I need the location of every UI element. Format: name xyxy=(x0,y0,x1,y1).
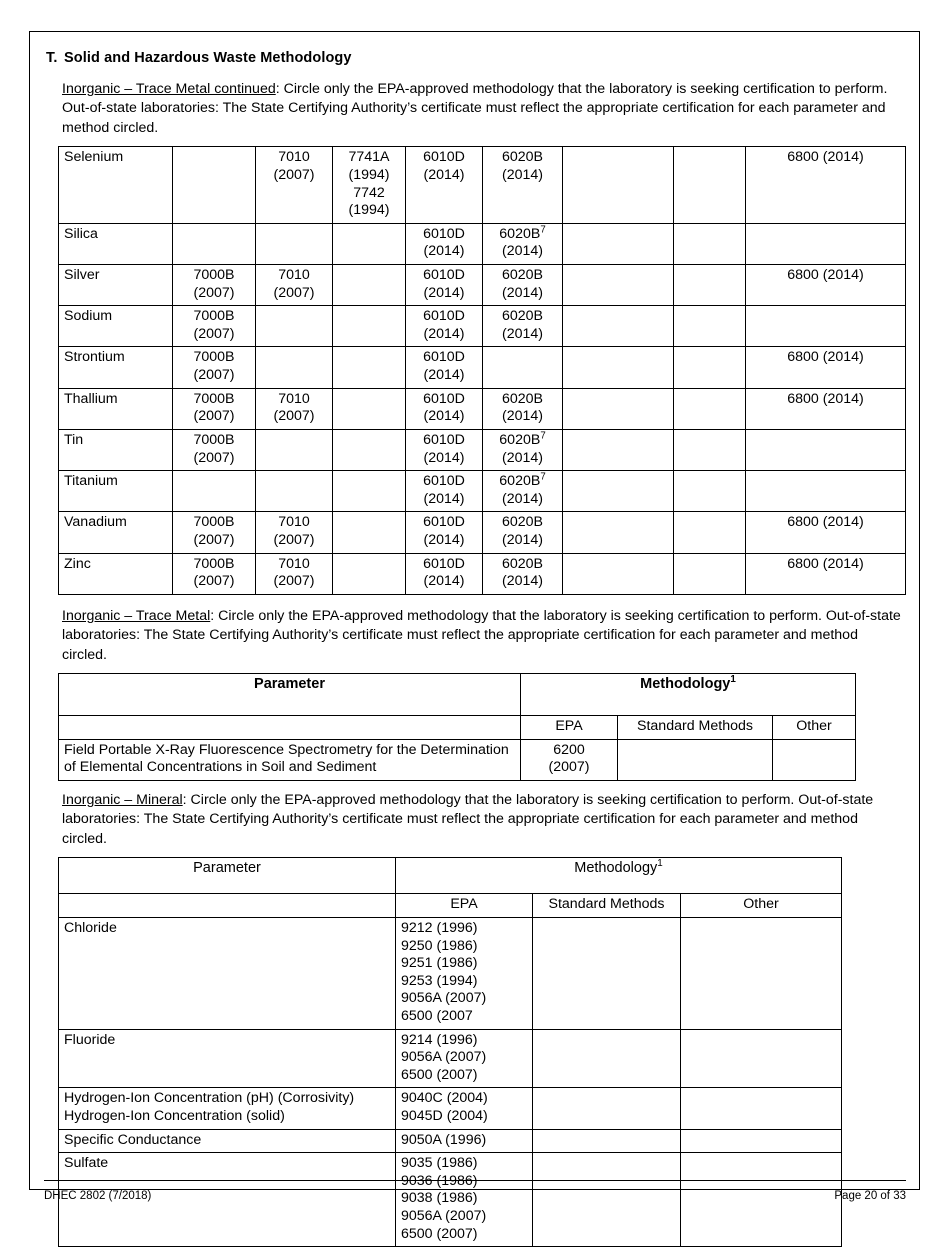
table-row xyxy=(59,147,906,223)
cell-method-col3 xyxy=(256,223,333,264)
cell-method-col6: $6020B^7$ (2014) xyxy=(483,471,563,512)
cell-parameter: Chloride xyxy=(59,917,396,1029)
cell-method-col6: 6020B (2014) xyxy=(483,553,563,594)
cell-method-col7 xyxy=(563,471,674,512)
cell-parameter: Silver xyxy=(59,265,173,306)
cell-epa: 9212 (1996) 9250 (1986) 9251 (1986) 9253 (1994) 9056A (2007) 6500 (2007 xyxy=(396,917,533,1029)
cell-method-col2: 7000B (2007) xyxy=(173,429,256,470)
table-mineral xyxy=(58,857,842,1247)
subheader-epa: EPA xyxy=(396,894,533,918)
cell-method-col6: $6020B^7$ (2014) xyxy=(483,223,563,264)
cell-epa: 9050A (1996) xyxy=(396,1129,533,1153)
cell-method-col5: 6010D (2014) xyxy=(406,306,483,347)
table-row xyxy=(59,553,906,594)
cell-epa: 9040C (2004) 9045D (2004) xyxy=(396,1088,533,1129)
table-subheader-row xyxy=(59,894,842,918)
cell-method-col4 xyxy=(333,429,406,470)
cell-method-col6: 6020B (2014) xyxy=(483,306,563,347)
cell-method-col2: 7000B (2007) xyxy=(173,306,256,347)
cell-method-col5: 6010D (2014) xyxy=(406,512,483,553)
cell-method-col7 xyxy=(563,553,674,594)
cell-method-col4 xyxy=(333,388,406,429)
cell-method-col3 xyxy=(256,429,333,470)
table-trace-metal xyxy=(58,673,856,781)
cell-method-col6: 6020B (2014) xyxy=(483,512,563,553)
cell-method-col5: 6010D (2014) xyxy=(406,223,483,264)
cell-method-col5: 6010D (2014) xyxy=(406,265,483,306)
cell-method-col8 xyxy=(674,265,746,306)
cell-method-col3: 7010 (2007) xyxy=(256,553,333,594)
table-header-row xyxy=(59,858,842,894)
cell-method-col9: 6800 (2014) xyxy=(746,388,906,429)
cell-method-col6: $6020B^7$ (2014) xyxy=(483,429,563,470)
cell-method-col5: 6010D (2014) xyxy=(406,429,483,470)
cell-method-col2 xyxy=(173,147,256,223)
table-row xyxy=(59,223,906,264)
intro-trace-metal xyxy=(44,607,906,665)
cell-method-col5: 6010D (2014) xyxy=(406,471,483,512)
table-row xyxy=(59,347,906,388)
intro-trace-metal-continued xyxy=(44,80,906,138)
table-subheader-row xyxy=(59,716,856,740)
cell-method-col4 xyxy=(333,512,406,553)
cell-parameter: Strontium xyxy=(59,347,173,388)
cell-parameter: Fluoride xyxy=(59,1029,396,1088)
cell-epa: 6200 (2007) xyxy=(521,739,618,780)
footer-divider xyxy=(44,1180,906,1181)
cell-method-col7 xyxy=(563,388,674,429)
cell-method-col9: 6800 (2014) xyxy=(746,512,906,553)
cell-method-col6: 6020B (2014) xyxy=(483,265,563,306)
cell-method-col5: 6010D (2014) xyxy=(406,347,483,388)
header-methodology-label: Methodology xyxy=(640,676,731,693)
cell-other xyxy=(681,917,842,1029)
footnote-marker: 7 xyxy=(540,430,546,442)
cell-method-col8 xyxy=(674,306,746,347)
cell-method-col8 xyxy=(674,223,746,264)
table-row xyxy=(59,429,906,470)
cell-method-col8 xyxy=(674,553,746,594)
cell-method-col4 xyxy=(333,471,406,512)
cell-standard-methods xyxy=(533,1088,681,1129)
cell-parameter: Field Portable X-Ray Fluorescence Spectrometry for the Determination of Elemental Concentrations in Soil and Sediment xyxy=(59,739,521,780)
cell-method-col3: 7010 (2007) xyxy=(256,147,333,223)
page-content xyxy=(44,50,906,1247)
cell-method-col4 xyxy=(333,347,406,388)
header-methodology xyxy=(396,858,842,894)
table-row xyxy=(59,306,906,347)
subheader-blank xyxy=(59,894,396,918)
cell-parameter: Thallium xyxy=(59,388,173,429)
cell-method-col6: 6020B (2014) xyxy=(483,388,563,429)
cell-method-col7 xyxy=(563,223,674,264)
cell-method-col9 xyxy=(746,306,906,347)
cell-method-col3: 7010 (2007) xyxy=(256,388,333,429)
cell-method-col2: 7000B (2007) xyxy=(173,553,256,594)
cell-method-col4 xyxy=(333,265,406,306)
subheader-other: Other xyxy=(681,894,842,918)
section-letter: T. xyxy=(46,50,58,66)
table-row xyxy=(59,265,906,306)
header-methodology-footnote: 1 xyxy=(657,858,663,870)
subheader-standard-methods: Standard Methods xyxy=(618,716,773,740)
cell-method-col4 xyxy=(333,553,406,594)
cell-parameter: Tin xyxy=(59,429,173,470)
cell-standard-methods xyxy=(533,1029,681,1088)
footer-form-id: DHEC 2802 (7/2018) xyxy=(44,1190,152,1202)
cell-method-col7 xyxy=(563,429,674,470)
cell-method-col7 xyxy=(563,265,674,306)
cell-method-col7 xyxy=(563,306,674,347)
cell-other xyxy=(681,1029,842,1088)
cell-method-col9 xyxy=(746,471,906,512)
cell-method-col2: 7000B (2007) xyxy=(173,265,256,306)
cell-method-col4: 7741A (1994) 7742 (1994) xyxy=(333,147,406,223)
table-row xyxy=(59,917,842,1029)
cell-method-col9 xyxy=(746,429,906,470)
cell-method-col3: 7010 (2007) xyxy=(256,265,333,306)
cell-method-col7 xyxy=(563,147,674,223)
cell-parameter: Hydrogen-Ion Concentration (pH) (Corrosivity) Hydrogen-Ion Concentration (solid) xyxy=(59,1088,396,1129)
table-row xyxy=(59,388,906,429)
cell-other xyxy=(681,1088,842,1129)
cell-method-col4 xyxy=(333,223,406,264)
cell-method-col9: 6800 (2014) xyxy=(746,553,906,594)
cell-method-col3: 7010 (2007) xyxy=(256,512,333,553)
cell-parameter: Selenium xyxy=(59,147,173,223)
cell-method-col8 xyxy=(674,147,746,223)
header-methodology-footnote: 1 xyxy=(730,674,736,686)
cell-method-col3 xyxy=(256,471,333,512)
subheader-standard-methods: Standard Methods xyxy=(533,894,681,918)
cell-method-col7 xyxy=(563,347,674,388)
cell-method-col3 xyxy=(256,306,333,347)
intro-lead-trace: Inorganic – Trace Metal xyxy=(62,607,211,624)
cell-method-col2: 7000B (2007) xyxy=(173,347,256,388)
cell-method-col5: 6010D (2014) xyxy=(406,147,483,223)
table-row xyxy=(59,739,856,780)
cell-standard-methods xyxy=(618,739,773,780)
cell-parameter: Silica xyxy=(59,223,173,264)
section-title-text: Solid and Hazardous Waste Methodology xyxy=(64,50,352,66)
cell-method-col8 xyxy=(674,471,746,512)
cell-method-col5: 6010D (2014) xyxy=(406,388,483,429)
intro-mineral xyxy=(44,791,906,849)
cell-standard-methods xyxy=(533,917,681,1029)
cell-epa: 9035 (1986) 9036 (1986) 9038 (1986) 9056A (2007) 6500 (2007) xyxy=(396,1153,533,1247)
page-title xyxy=(44,50,906,66)
header-parameter: Parameter xyxy=(59,858,396,894)
cell-method-col7 xyxy=(563,512,674,553)
table-row xyxy=(59,1088,842,1129)
cell-method-col8 xyxy=(674,388,746,429)
cell-method-col5: 6010D (2014) xyxy=(406,553,483,594)
cell-method-col4 xyxy=(333,306,406,347)
header-methodology-label: Methodology xyxy=(574,860,658,877)
cell-epa: 9214 (1996) 9056A (2007) 6500 (2007) xyxy=(396,1029,533,1088)
footnote-marker: 7 xyxy=(540,224,546,236)
subheader-epa: EPA xyxy=(521,716,618,740)
table-row xyxy=(59,1029,842,1088)
footnote-marker: 7 xyxy=(540,471,546,483)
header-methodology xyxy=(521,674,856,716)
cell-parameter: Titanium xyxy=(59,471,173,512)
cell-parameter: Sulfate xyxy=(59,1153,396,1247)
cell-method-col8 xyxy=(674,512,746,553)
table-row xyxy=(59,1129,842,1153)
cell-method-col2: 7000B (2007) xyxy=(173,512,256,553)
cell-method-col9 xyxy=(746,223,906,264)
cell-method-col6 xyxy=(483,347,563,388)
table-row xyxy=(59,471,906,512)
table-trace-metal-continued xyxy=(58,146,906,594)
cell-method-col6: 6020B (2014) xyxy=(483,147,563,223)
cell-standard-methods xyxy=(533,1129,681,1153)
table-row xyxy=(59,512,906,553)
cell-method-col3 xyxy=(256,347,333,388)
cell-method-col9: 6800 (2014) xyxy=(746,265,906,306)
cell-parameter: Zinc xyxy=(59,553,173,594)
cell-method-col9: 6800 (2014) xyxy=(746,147,906,223)
cell-method-col2: 7000B (2007) xyxy=(173,388,256,429)
cell-method-col2 xyxy=(173,471,256,512)
subheader-blank xyxy=(59,716,521,740)
intro-body-mineral: : Circle only the EPA-approved methodology that the laboratory is seeking certification to perform. Out-of-state laboratories: The State Certifying Authority’s certificate must reflect the appropriate certification for each parameter and method circled. xyxy=(62,791,874,847)
intro-body-trace-continued: : Circle only the EPA-approved methodology that the laboratory is seeking certification to perform. Out-of-state laboratories: The State Certifying Authority’s certificate must reflect the appropriate certification for each parameter and method circled. xyxy=(62,81,888,136)
page-footer xyxy=(44,1190,906,1202)
cell-method-col8 xyxy=(674,347,746,388)
cell-method-col2 xyxy=(173,223,256,264)
cell-parameter: Specific Conductance xyxy=(59,1129,396,1153)
cell-method-col8 xyxy=(674,429,746,470)
footer-page-number: Page 20 of 33 xyxy=(834,1190,906,1202)
intro-lead-mineral: Inorganic – Mineral xyxy=(62,791,183,808)
cell-parameter: Sodium xyxy=(59,306,173,347)
table-header-row xyxy=(59,674,856,716)
intro-body-trace: : Circle only the EPA-approved methodology that the laboratory is seeking certification to perform. Out-of-state laboratories: The State Certifying Authority’s certificate must reflect the appropriate certification for each parameter and method circled. xyxy=(62,607,901,663)
cell-method-col9: 6800 (2014) xyxy=(746,347,906,388)
cell-other xyxy=(681,1129,842,1153)
header-parameter: Parameter xyxy=(59,674,521,716)
cell-other xyxy=(773,739,856,780)
subheader-other: Other xyxy=(773,716,856,740)
cell-parameter: Vanadium xyxy=(59,512,173,553)
intro-lead-trace-continued: Inorganic – Trace Metal continued xyxy=(62,81,276,97)
